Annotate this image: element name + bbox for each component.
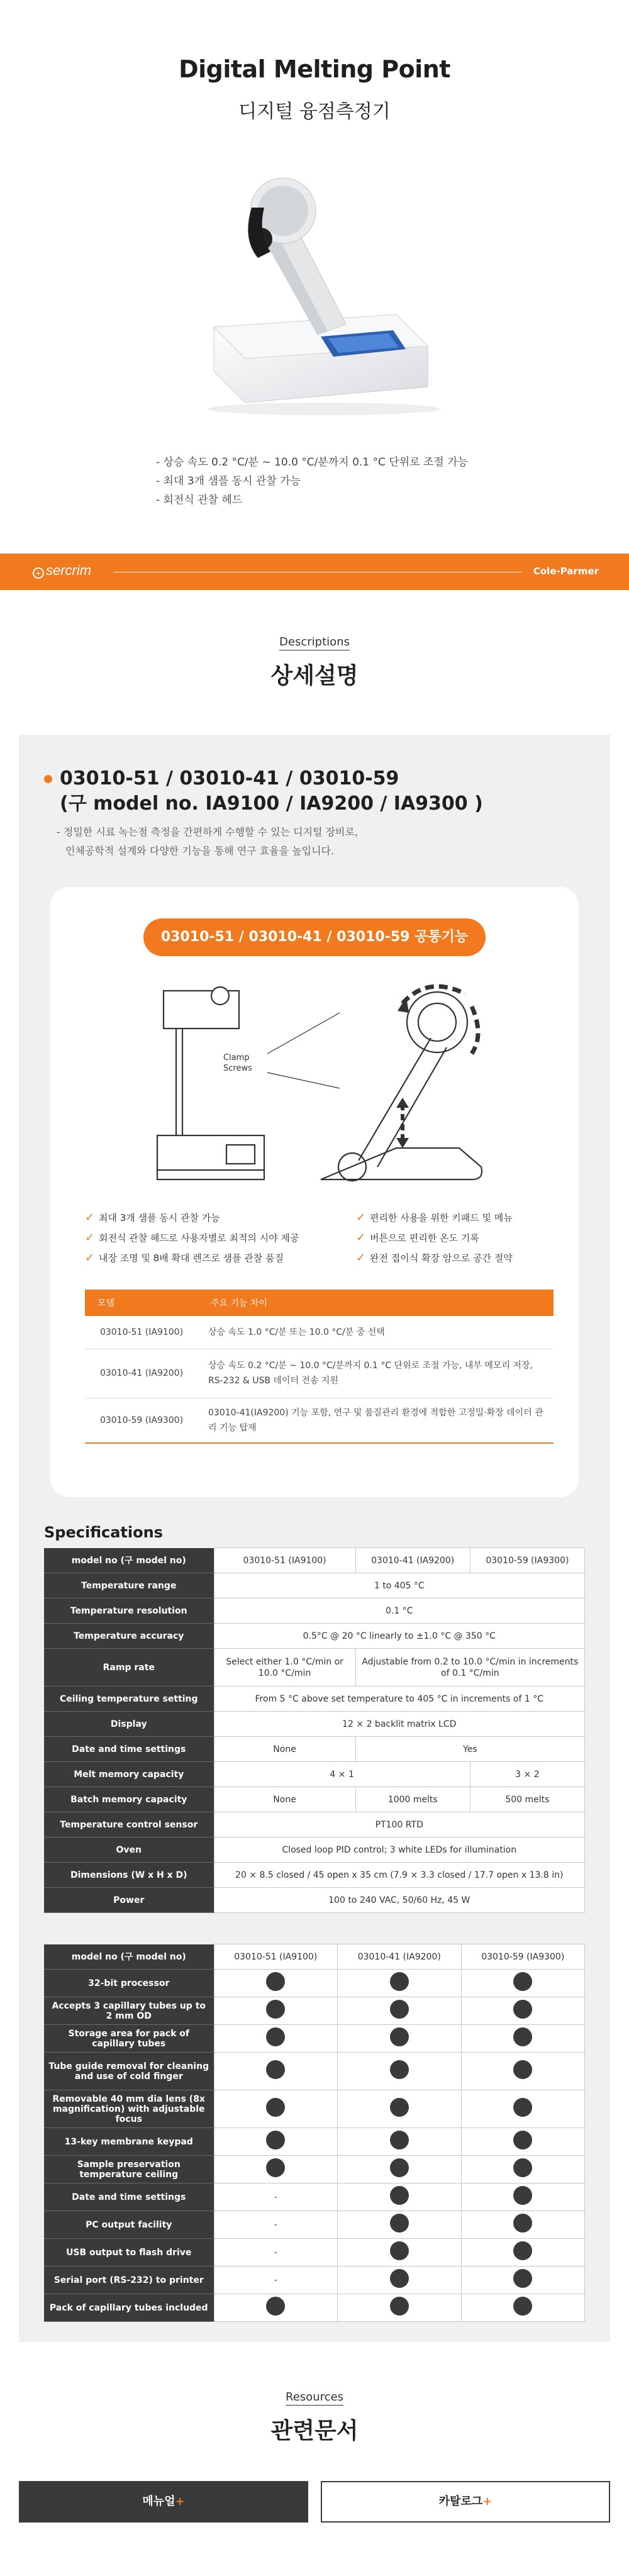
filled-circle-icon: [266, 2158, 285, 2177]
included-dot-icon: [338, 1970, 462, 1997]
brand-name: Cole-Parmer: [533, 566, 599, 577]
feature-item: ✓ 최대 3개 샘플 동시 관찰 가능: [85, 1211, 220, 1224]
spec-label: Display: [44, 1712, 214, 1737]
sercrim-logo[interactable]: [33, 562, 91, 579]
spec-label: Tube guide removal for cleaning and use of cold finger: [44, 2053, 214, 2090]
included-dot-icon: [461, 2025, 585, 2053]
spec-label: Date and time settings: [44, 2183, 214, 2211]
table-cell: 03010-59 (IA9300): [85, 1398, 198, 1443]
spec-label: Oven: [44, 1837, 214, 1863]
table-cell: 상승 속도 1.0 °C/분 또는 10.0 °C/분 중 선택: [198, 1316, 554, 1349]
check-icon: ✓: [85, 1251, 95, 1264]
not-included-mark: -: [214, 2239, 338, 2267]
filled-circle-icon: [513, 2269, 532, 2288]
model-heading: [60, 766, 483, 817]
spec-value: Select either 1.0 °C/min or 10.0 °C/min: [214, 1649, 355, 1687]
hero-section: [0, 0, 629, 554]
filled-circle-icon: [513, 2297, 532, 2316]
included-dot-icon: [461, 2156, 585, 2183]
spec-label: Storage area for pack of capillary tubes: [44, 2025, 214, 2053]
logo-text: sercrim: [46, 562, 92, 578]
feature-item: ✓ 완전 접이식 확장 암으로 공간 절약: [356, 1251, 513, 1264]
plus-icon: +: [175, 2495, 185, 2508]
included-dot-icon: [461, 1997, 585, 2025]
spec-value: 1000 melts: [355, 1787, 470, 1812]
device-line-drawing: [132, 978, 497, 1192]
table-cell: 03010-51 (IA9100): [85, 1316, 198, 1349]
model-comparison-table: [85, 1290, 554, 1444]
included-dot-icon: [214, 2053, 338, 2090]
page-subtitle: 디지털 융점측정기: [238, 101, 391, 123]
desc-line: - 정밀한 시료 녹는점 측정을 간편하게 수행할 수 있는 디지털 장비로,: [57, 826, 359, 838]
included-dot-icon: [338, 2183, 462, 2211]
included-dot-icon: [461, 2239, 585, 2267]
spec-column-header: 03010-51 (IA9100): [214, 1944, 338, 1970]
filled-circle-icon: [390, 2131, 409, 2149]
feature-row: [44, 2267, 585, 2294]
feature-item: ✓ 내장 조명 및 8배 확대 렌즈로 샘플 관찰 품질: [85, 1251, 284, 1264]
included-dot-icon: [461, 2294, 585, 2322]
spec-value: 12 × 2 backlit matrix LCD: [214, 1712, 585, 1737]
spec-label: USB output to flash drive: [44, 2239, 214, 2267]
spec-label: model no (구 model no): [44, 1548, 214, 1573]
included-dot-icon: [461, 2211, 585, 2239]
desc-line: 인체공학적 설계와 다양한 기능을 통해 연구 효율을 높입니다.: [65, 845, 335, 857]
feature-row: [44, 2156, 585, 2183]
spec-column-header: 03010-51 (IA9100): [214, 1548, 355, 1573]
included-dot-icon: [214, 1970, 338, 1997]
feature-row: [44, 2183, 585, 2211]
filled-circle-icon: [513, 1972, 532, 1991]
descriptions-title: 상세설명: [270, 663, 359, 689]
spec-row: [44, 1837, 585, 1863]
feature-row: [44, 2128, 585, 2156]
check-icon: ✓: [85, 1211, 95, 1224]
check-icon: ✓: [356, 1231, 366, 1244]
spec-label: model no (구 model no): [44, 1944, 214, 1970]
resources-title: 관련문서: [270, 2418, 359, 2444]
hero-bullet: - 최대 3개 샘플 동시 관찰 가능: [156, 475, 301, 488]
filled-circle-icon: [513, 2027, 532, 2046]
filled-circle-icon: [513, 2241, 532, 2260]
spec-label: Ceiling temperature setting: [44, 1687, 214, 1712]
included-dot-icon: [338, 2090, 462, 2128]
filled-circle-icon: [266, 2297, 285, 2316]
spec-label: Removable 40 mm dia lens (8x magnification) with adjustable focus: [44, 2090, 214, 2128]
spec-column-header: 03010-59 (IA9300): [461, 1944, 585, 1970]
spec-label: Accepts 3 capillary tubes up to 2 mm OD: [44, 1997, 214, 2025]
table-row: [85, 1398, 554, 1443]
check-icon: ✓: [85, 1231, 95, 1244]
filled-circle-icon: [390, 2214, 409, 2233]
spec-value: Yes: [355, 1737, 584, 1762]
filled-circle-icon: [390, 2297, 409, 2316]
not-included-mark: -: [214, 2267, 338, 2294]
spec-value: 4 × 1: [214, 1762, 470, 1787]
included-dot-icon: [338, 2211, 462, 2239]
spec-label: 32-bit processor: [44, 1970, 214, 1997]
table-cell: 03010-41 (IA9200): [85, 1349, 198, 1398]
check-icon: ✓: [356, 1251, 366, 1264]
svg-text:Screws: Screws: [223, 1064, 252, 1073]
included-dot-icon: [214, 2156, 338, 2183]
filled-circle-icon: [266, 2000, 285, 2019]
included-dot-icon: [338, 2128, 462, 2156]
catalog-button-label: 카탈로그: [438, 2495, 483, 2508]
included-dot-icon: [214, 2025, 338, 2053]
included-dot-icon: [338, 1997, 462, 2025]
spec-value: 20 × 8.5 closed / 45 open x 35 cm (7.9 × 3.3 closed / 17.7 open x 13.8 in): [214, 1863, 585, 1888]
feature-row: [44, 2211, 585, 2239]
filled-circle-icon: [513, 2000, 532, 2019]
descriptions-label: Descriptions: [0, 635, 629, 649]
spec-value: 0.5°C @ 20 °C linearly to ±1.0 °C @ 350 °C: [214, 1624, 585, 1649]
filled-circle-icon: [390, 2000, 409, 2019]
spec-label: Dimensions (W x H x D): [44, 1863, 214, 1888]
included-dot-icon: [338, 2025, 462, 2053]
spec-value: From 5 °C above set temperature to 405 °C in increments of 1 °C: [214, 1687, 585, 1712]
spec-label: Ramp rate: [44, 1649, 214, 1687]
spec-label: Temperature resolution: [44, 1598, 214, 1624]
included-dot-icon: [338, 2156, 462, 2183]
spec-value: 0.1 °C: [214, 1598, 585, 1624]
included-dot-icon: [214, 2128, 338, 2156]
included-dot-icon: [338, 2053, 462, 2090]
spec-label: Date and time settings: [44, 1737, 214, 1762]
filled-circle-icon: [513, 2131, 532, 2149]
included-dot-icon: [461, 1970, 585, 1997]
filled-circle-icon: [390, 2060, 409, 2079]
spec-column-header: 03010-41 (IA9200): [338, 1944, 462, 1970]
spec-header-row: [44, 1944, 585, 1970]
filled-circle-icon: [513, 2060, 532, 2079]
included-dot-icon: [214, 2090, 338, 2128]
table-cell: 03010-41(IA9200) 기능 포함, 연구 및 품질관리 환경에 적합한 고정밀·확장 데이터 관리 기능 탑재: [198, 1398, 554, 1443]
not-included-mark: -: [214, 2183, 338, 2211]
spec-value: 3 × 2: [470, 1762, 584, 1787]
table-header: 모델: [85, 1290, 198, 1316]
spec-column-header: 03010-59 (IA9300): [470, 1548, 584, 1573]
brand-band: [0, 554, 629, 590]
filled-circle-icon: [390, 2158, 409, 2177]
spec-row: [44, 1787, 585, 1812]
spec-row: [44, 1624, 585, 1649]
included-dot-icon: [461, 2183, 585, 2211]
filled-circle-icon: [390, 2186, 409, 2205]
feature-row: [44, 2053, 585, 2090]
feature-row: [44, 2294, 585, 2322]
included-dot-icon: [338, 2239, 462, 2267]
spec-row: [44, 1762, 585, 1787]
feature-row: [44, 2025, 585, 2053]
spec-label: Temperature control sensor: [44, 1812, 214, 1837]
filled-circle-icon: [513, 2098, 532, 2117]
spec-value: None: [214, 1737, 355, 1762]
spec-row: [44, 1712, 585, 1737]
manual-button[interactable]: [19, 2481, 308, 2523]
filled-circle-icon: [390, 1972, 409, 1991]
check-icon: ✓: [356, 1211, 366, 1224]
filled-circle-icon: [513, 2158, 532, 2177]
spec-label: Melt memory capacity: [44, 1762, 214, 1787]
included-dot-icon: [338, 2267, 462, 2294]
table-row: [85, 1349, 554, 1398]
spec-row: [44, 1598, 585, 1624]
included-dot-icon: [214, 2294, 338, 2322]
hero-bullet-list: [156, 453, 468, 510]
feature-matrix-table: [44, 1944, 585, 2322]
spec-label: Power: [44, 1888, 214, 1913]
spec-value: Adjustable from 0.2 to 10.0 °C/min in increments of 0.1 °C/min: [355, 1649, 584, 1687]
spec-row: [44, 1737, 585, 1762]
spec-row: [44, 1649, 585, 1687]
spec-value: Closed loop PID control; 3 white LEDs for illumination: [214, 1837, 585, 1863]
included-dot-icon: [338, 2294, 462, 2322]
filled-circle-icon: [390, 2241, 409, 2260]
spec-header-row: [44, 1548, 585, 1573]
table-cell: 상승 속도 0.2 °C/분 ~ 10.0 °C/분까지 0.1 °C 단위로 조절 가능, 내부 메모리 저장, RS-232 & USB 데이터 전송 지원: [198, 1349, 554, 1398]
spec-row: [44, 1863, 585, 1888]
plus-icon: +: [482, 2495, 493, 2508]
spec-value: 100 to 240 VAC, 50/60 Hz, 45 W: [214, 1888, 585, 1913]
spec-value: None: [214, 1787, 355, 1812]
included-dot-icon: [214, 1997, 338, 2025]
spec-label: PC output facility: [44, 2211, 214, 2239]
spec-label: Pack of capillary tubes included: [44, 2294, 214, 2322]
table-header-row: [85, 1290, 554, 1316]
specifications-table: [44, 1547, 585, 1913]
filled-circle-icon: [513, 2186, 532, 2205]
hero-bullet: - 회전식 관찰 헤드: [156, 494, 243, 506]
filled-circle-icon: [266, 1972, 285, 1991]
filled-circle-icon: [390, 2027, 409, 2046]
filled-circle-icon: [266, 2098, 285, 2117]
included-dot-icon: [461, 2128, 585, 2156]
spec-label: Temperature range: [44, 1573, 214, 1598]
common-features-pill: 03010-51 / 03010-41 / 03010-59 공통기능: [143, 918, 486, 956]
spec-value: 1 to 405 °C: [214, 1573, 585, 1598]
spec-column-header: 03010-41 (IA9200): [355, 1548, 470, 1573]
filled-circle-icon: [390, 2098, 409, 2117]
product-image: [189, 170, 465, 421]
not-included-mark: -: [214, 2211, 338, 2239]
spec-label: Serial port (RS-232) to printer: [44, 2267, 214, 2294]
model-heading-line2: (구 model no. IA9100 / IA9200 / IA9300 ): [60, 793, 483, 815]
feature-row: [44, 1997, 585, 2025]
spec-value: PT100 RTD: [214, 1812, 585, 1837]
spec-label: Temperature accuracy: [44, 1624, 214, 1649]
table-row: [85, 1316, 554, 1349]
included-dot-icon: [461, 2090, 585, 2128]
feature-item: ✓ 회전식 관찰 헤드로 사용자별로 최적의 시야 제공: [85, 1231, 299, 1244]
catalog-button[interactable]: [321, 2481, 610, 2523]
spec-row: [44, 1573, 585, 1598]
specifications-title: Specifications: [44, 1524, 163, 1541]
bullet-dot-icon: [44, 775, 52, 783]
table-header: 주요 기능 차이: [198, 1290, 554, 1316]
filled-circle-icon: [266, 2131, 285, 2149]
feature-row: [44, 2090, 585, 2128]
spec-row: [44, 1687, 585, 1712]
page-title: Digital Melting Point: [179, 55, 450, 83]
hero-bullet: - 상승 속도 0.2 °C/분 ~ 10.0 °C/분까지 0.1 °C 단위로 조절 가능: [156, 456, 469, 469]
model-description: [57, 823, 358, 861]
feature-row: [44, 1970, 585, 1997]
included-dot-icon: [461, 2267, 585, 2294]
filled-circle-icon: [266, 2027, 285, 2046]
filled-circle-icon: [266, 2060, 285, 2079]
svg-text:Clamp: Clamp: [223, 1053, 250, 1062]
feature-item: ✓ 버튼으로 편리한 온도 기록: [356, 1231, 479, 1244]
manual-button-label: 메뉴얼: [142, 2495, 175, 2508]
spec-row: [44, 1812, 585, 1837]
feature-row: [44, 2239, 585, 2267]
filled-circle-icon: [513, 2214, 532, 2233]
resources-label: Resources: [0, 2390, 629, 2404]
model-heading-line1: 03010-51 / 03010-41 / 03010-59: [60, 767, 399, 789]
spec-value: 500 melts: [470, 1787, 584, 1812]
included-dot-icon: [461, 2053, 585, 2090]
spec-label: Batch memory capacity: [44, 1787, 214, 1812]
filled-circle-icon: [390, 2269, 409, 2288]
logo-plus-icon: +: [33, 567, 44, 579]
spec-label: Sample preservation temperature ceiling: [44, 2156, 214, 2183]
spec-label: 13-key membrane keypad: [44, 2128, 214, 2156]
feature-item: ✓ 편리한 사용을 위한 키패드 및 메뉴: [356, 1211, 513, 1224]
spec-row: [44, 1888, 585, 1913]
